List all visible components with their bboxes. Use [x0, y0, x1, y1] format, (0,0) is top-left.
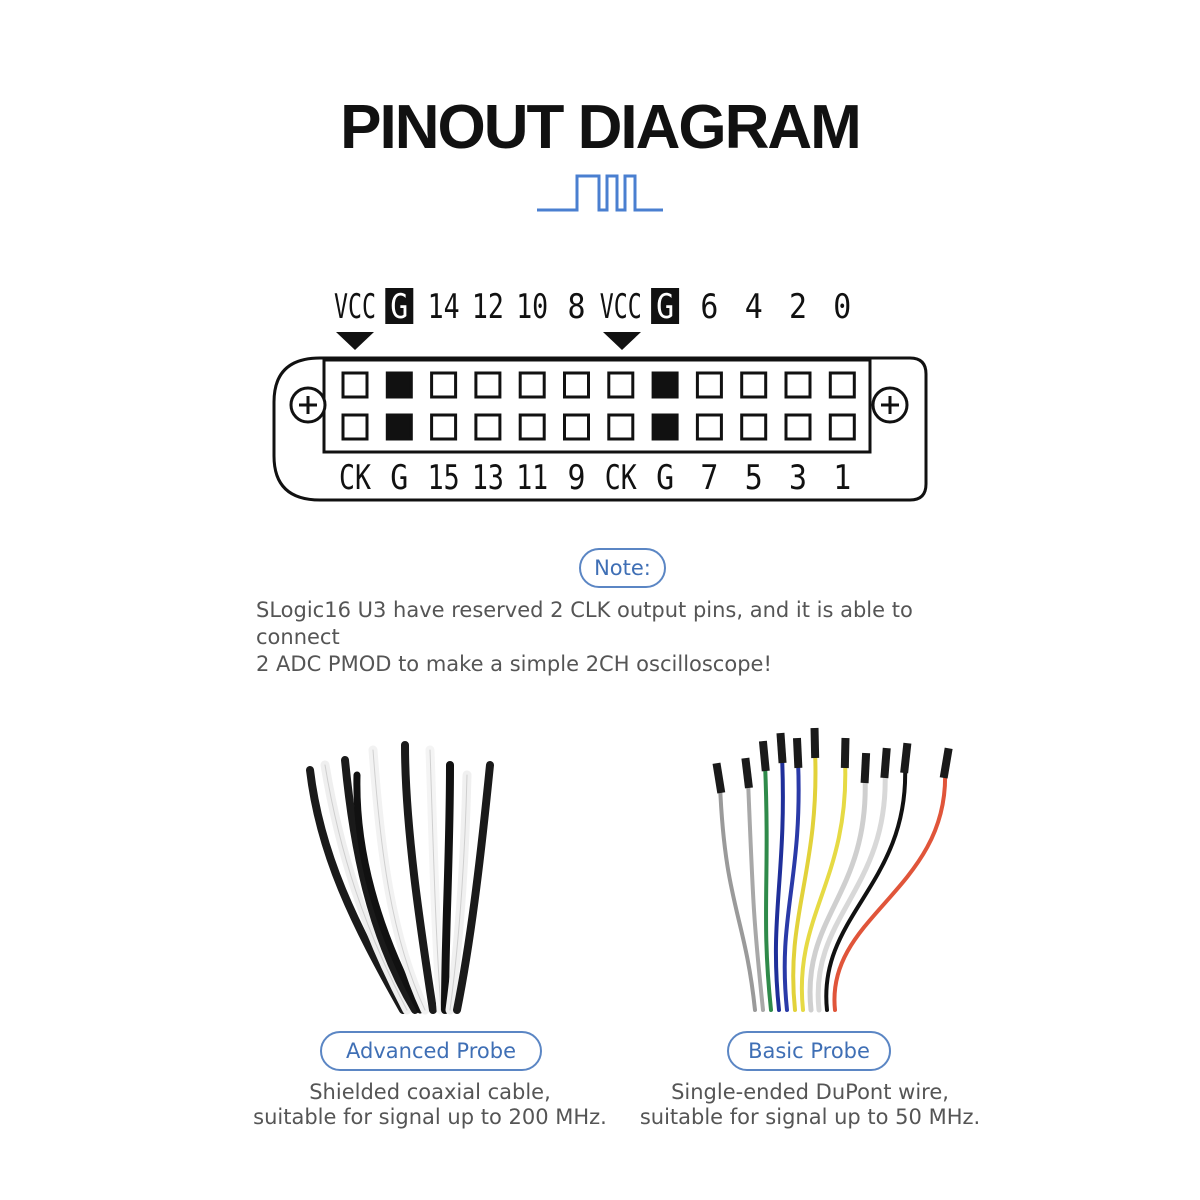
- pin-label: 11: [516, 458, 549, 498]
- dupont-wire: [776, 755, 783, 1010]
- pin-bottom: [742, 415, 766, 439]
- note-line-2: 2 ADC PMOD to make a simple 2CH oscilloscope!: [256, 652, 772, 676]
- pin-label: 12: [471, 287, 504, 327]
- advanced-probe-desc-line-2: suitable for signal up to 200 MHz.: [253, 1105, 607, 1129]
- pin-top: [609, 373, 633, 397]
- pin-label: 10: [516, 287, 549, 327]
- pin-label: 3: [789, 458, 807, 498]
- pin-bottom: [830, 415, 854, 439]
- pin-bottom: [343, 415, 367, 439]
- dupont-connector-housing: [776, 733, 786, 763]
- dupont-wire: [765, 763, 771, 1010]
- pin-bottom: [653, 415, 677, 439]
- pin-bottom: [520, 415, 544, 439]
- dupont-connector-housing: [713, 763, 726, 794]
- basic-probe-desc-line-2: suitable for signal up to 50 MHz.: [639, 1105, 981, 1129]
- advanced-probe-desc-line-1: Shielded coaxial cable,: [309, 1080, 551, 1104]
- pin-label: 5: [744, 458, 763, 498]
- dupont-wire: [834, 770, 945, 1010]
- basic-probe-badge: Basic Probe: [727, 1031, 891, 1071]
- pin-bottom: [432, 415, 456, 439]
- pin-label: 0: [833, 287, 852, 327]
- advanced-probe-description: [240, 1080, 620, 1130]
- pin-top: [432, 373, 456, 397]
- pin-bottom: [565, 415, 589, 439]
- plus-screw-icon: [873, 388, 907, 422]
- pin-top: [697, 373, 721, 397]
- pin-label: 1: [833, 458, 852, 498]
- pin-top: [387, 373, 411, 397]
- pin-label: G: [656, 458, 675, 498]
- pin-top: [786, 373, 810, 397]
- plus-screw-icon: [291, 388, 325, 422]
- pin-top: [830, 373, 854, 397]
- pin-label: 7: [700, 458, 719, 498]
- basic-probe-desc-line-1: Single-ended DuPont wire,: [671, 1080, 949, 1104]
- basic-probe-description: [620, 1080, 1000, 1130]
- triangle-down-icon: [336, 332, 374, 350]
- pin-top: [742, 373, 766, 397]
- pin-top: [343, 373, 367, 397]
- pin-label: VCC: [334, 287, 376, 327]
- pin-top: [565, 373, 589, 397]
- dupont-connector-housing: [811, 728, 820, 758]
- note-text: [256, 597, 976, 678]
- pin-label: 4: [744, 287, 763, 327]
- page-title: PINOUT DIAGRAM: [340, 93, 860, 162]
- pin-label: 6: [700, 287, 719, 327]
- dupont-connector-housing: [861, 753, 871, 783]
- pin-label: G: [390, 458, 409, 498]
- triangle-down-icon: [603, 332, 641, 350]
- pin-label: G: [656, 287, 675, 327]
- dupont-connector-housing: [900, 743, 911, 774]
- square-wave-icon: [537, 172, 663, 212]
- pin-label: G: [390, 287, 409, 327]
- pin-top: [520, 373, 544, 397]
- pin-label: 15: [427, 458, 460, 498]
- pin-label: VCC: [599, 287, 642, 327]
- pin-bottom: [387, 415, 411, 439]
- basic-probe-image: [670, 705, 1040, 1025]
- pin-bottom: [609, 415, 633, 439]
- dupont-connector-housing: [841, 738, 850, 768]
- pin-label: CK: [604, 458, 638, 498]
- dupont-connector-housing: [940, 748, 953, 779]
- pin-bottom: [786, 415, 810, 439]
- pin-label: 14: [427, 287, 460, 327]
- pin-top: [476, 373, 500, 397]
- dupont-connector-housing: [741, 758, 753, 789]
- pin-bottom: [697, 415, 721, 439]
- pin-label: 13: [471, 458, 504, 498]
- pin-label: 2: [789, 287, 807, 327]
- pin-label: 8: [567, 287, 586, 327]
- advanced-probe-badge: Advanced Probe: [320, 1031, 542, 1071]
- pin-bottom: [476, 415, 500, 439]
- advanced-probe-image: [245, 705, 615, 1025]
- dupont-connector-housing: [880, 748, 890, 779]
- pin-top: [653, 373, 677, 397]
- connector-diagram: [270, 280, 930, 510]
- note-line-1: SLogic16 U3 have reserved 2 CLK output pins, and it is able to connect: [256, 598, 913, 649]
- dupont-connector-housing: [793, 738, 802, 768]
- note-badge: Note:: [579, 548, 666, 588]
- dupont-connector-housing: [759, 741, 770, 772]
- pin-label: 9: [567, 458, 586, 498]
- pin-label: CK: [339, 458, 372, 498]
